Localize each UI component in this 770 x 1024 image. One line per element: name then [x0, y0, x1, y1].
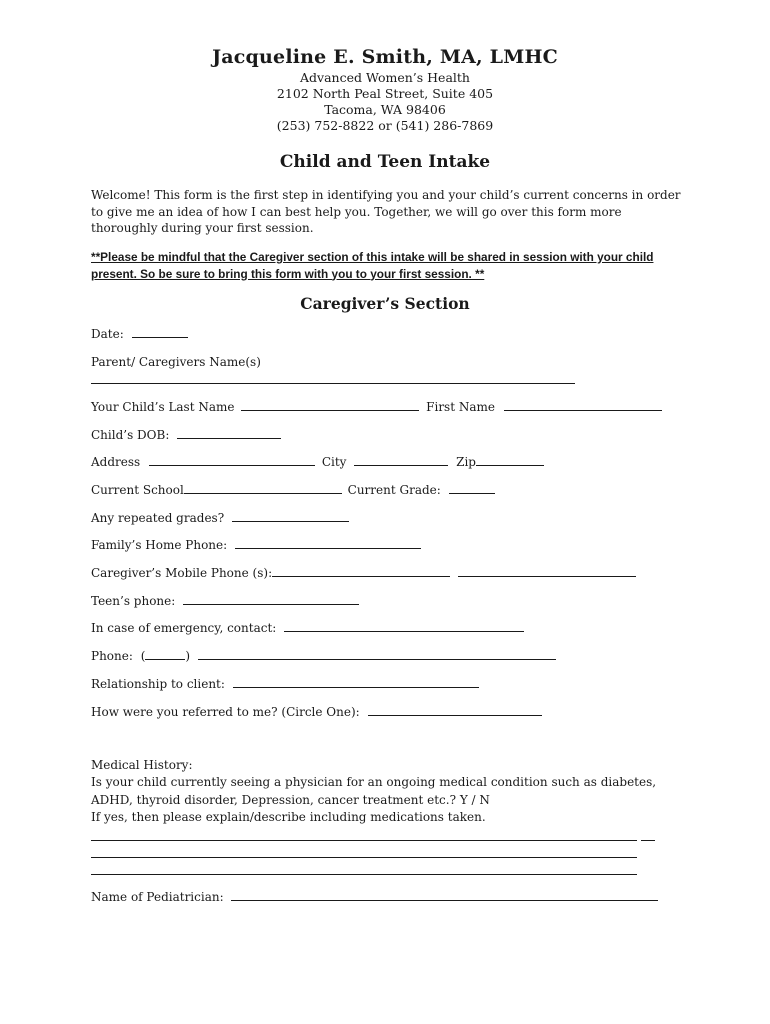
- referral-field[interactable]: [368, 704, 542, 716]
- grade-field[interactable]: [449, 482, 495, 494]
- medical-explain-line-3[interactable]: [91, 874, 637, 875]
- city-field[interactable]: [354, 454, 448, 466]
- emergency-field[interactable]: [284, 620, 524, 632]
- date-row: [91, 326, 188, 342]
- address-field[interactable]: [149, 454, 315, 466]
- zip-field[interactable]: [476, 454, 544, 466]
- mobile-phone-field-1[interactable]: [272, 565, 450, 577]
- relationship-field[interactable]: [233, 676, 479, 688]
- last-name-field[interactable]: [241, 399, 419, 411]
- teen-phone-field[interactable]: [183, 593, 359, 605]
- medical-explain-line-1-end: [641, 840, 655, 841]
- phone-number-field[interactable]: [198, 648, 556, 660]
- home-phone-label: Family’s Home Phone:: [91, 538, 228, 552]
- emergency-row: [91, 620, 524, 636]
- relationship-row: [91, 676, 479, 692]
- caregiver-notice: **Please be mindful that the Caregiver section of this intake will be shared in session with your child present. So be sure to bring this form with you to your first session. **: [91, 250, 654, 281]
- dob-label: Child’s DOB:: [91, 428, 170, 442]
- pediatrician-label: Name of Pediatrician:: [91, 890, 224, 904]
- area-code-field[interactable]: [145, 648, 185, 660]
- home-phone-row: [91, 537, 421, 553]
- street-address: 2102 North Peal Street, Suite 405: [276, 86, 494, 101]
- date-field[interactable]: [132, 326, 188, 338]
- form-title: Child and Teen Intake: [279, 152, 491, 172]
- repeated-grades-row: [91, 510, 349, 526]
- medical-explain-label: If yes, then please explain/describe including medications taken.: [91, 810, 486, 824]
- pediatrician-row: [91, 889, 658, 905]
- mobile-phone-row: [91, 565, 636, 581]
- medical-explain-line-1[interactable]: [91, 840, 637, 841]
- address-row: [91, 454, 544, 470]
- address-label: Address: [91, 455, 141, 469]
- grade-label: Current Grade:: [347, 483, 441, 497]
- emergency-label: In case of emergency, contact:: [91, 621, 277, 635]
- practice-name: Advanced Women’s Health: [300, 70, 470, 85]
- phone-numbers: (253) 752-8822 or (541) 286-7869: [276, 118, 494, 133]
- home-phone-field[interactable]: [235, 537, 421, 549]
- school-field[interactable]: [184, 482, 342, 494]
- repeated-grades-label: Any repeated grades?: [91, 511, 225, 525]
- area-code-open: (: [140, 649, 146, 663]
- teen-phone-label: Teen’s phone:: [91, 594, 176, 608]
- area-code-close: ): [185, 649, 191, 663]
- school-label: Current School: [91, 483, 184, 497]
- school-row: [91, 482, 495, 498]
- pediatrician-field[interactable]: [231, 889, 658, 901]
- mobile-phone-label: Caregiver’s Mobile Phone (s):: [91, 566, 273, 580]
- welcome-paragraph: Welcome! This form is the first step in identifying you and your child’s current concerns in order to give me an idea of how I can best help you. Together, we will go over this form more thoroughly during your first session.: [91, 188, 681, 235]
- dob-row: [91, 427, 281, 443]
- phone-label: Phone:: [91, 649, 133, 663]
- last-name-label: Your Child’s Last Name: [91, 400, 235, 414]
- date-label: Date:: [91, 327, 124, 341]
- referral-row: [91, 704, 542, 720]
- repeated-grades-field[interactable]: [232, 510, 349, 522]
- medical-question: Is your child currently seeing a physician for an ongoing medical condition such as diabetes, ADHD, thyroid disorder, Depression, cancer treatment etc.? Y / N: [91, 775, 657, 807]
- medical-explain-line-2[interactable]: [91, 857, 637, 858]
- first-name-field[interactable]: [504, 399, 662, 411]
- child-name-row: [91, 399, 662, 415]
- relationship-label: Relationship to client:: [91, 677, 225, 691]
- parent-names-field[interactable]: [91, 383, 575, 384]
- teen-phone-row: [91, 593, 359, 609]
- parent-names-label: Parent/ Caregivers Name(s): [91, 355, 261, 369]
- clinician-name: Jacqueline E. Smith, MA, LMHC: [212, 46, 558, 68]
- dob-field[interactable]: [177, 427, 281, 439]
- zip-label: Zip: [456, 455, 476, 469]
- section-title: Caregiver’s Section: [300, 294, 470, 313]
- medical-history-heading: Medical History:: [91, 758, 193, 772]
- first-name-label: First Name: [426, 400, 495, 414]
- referral-label: How were you referred to me? (Circle One):: [91, 705, 360, 719]
- emergency-phone-row: [91, 648, 556, 664]
- city-label: City: [321, 455, 347, 469]
- mobile-phone-field-2[interactable]: [458, 565, 636, 577]
- city-state-zip: Tacoma, WA 98406: [324, 102, 446, 117]
